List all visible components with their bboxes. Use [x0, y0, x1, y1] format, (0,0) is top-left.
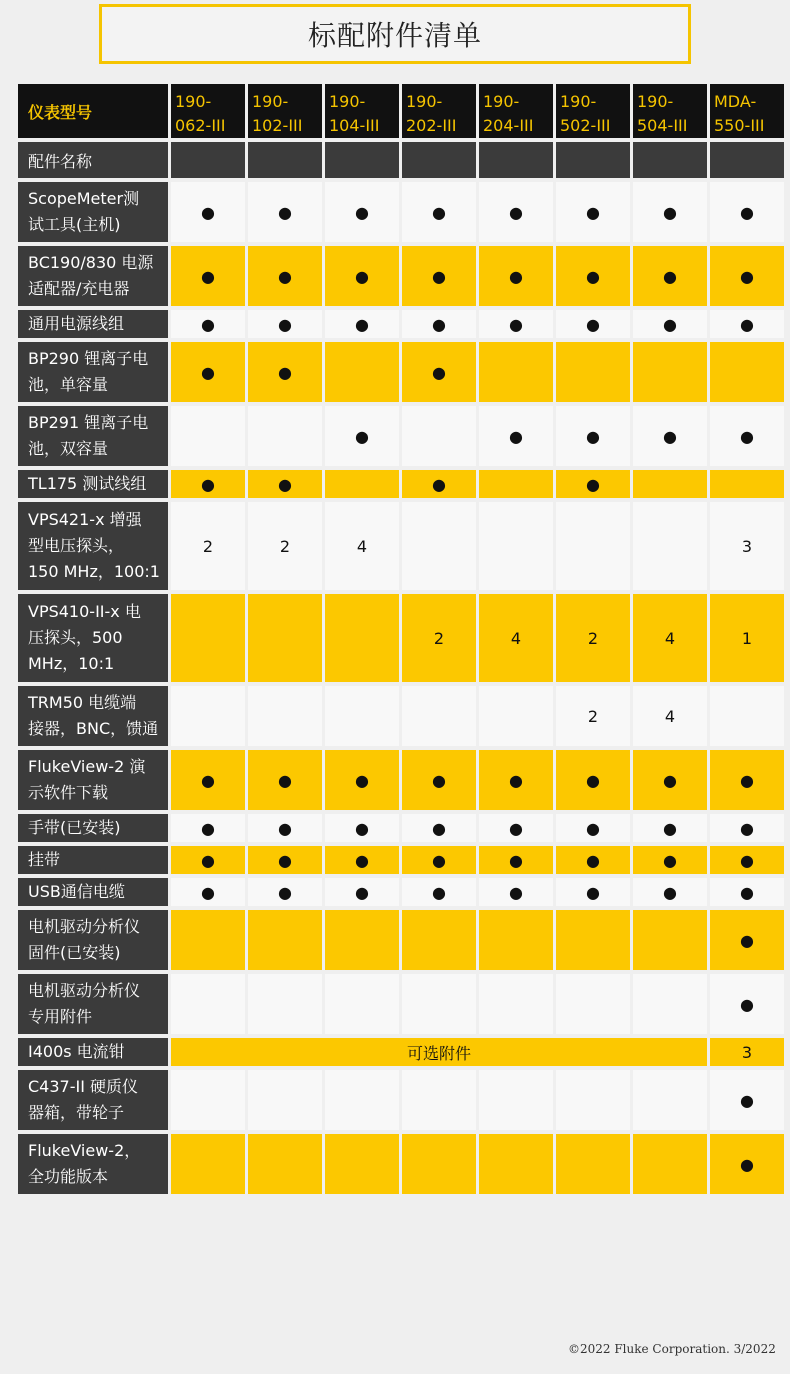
table-cell — [402, 910, 476, 970]
accessory-label — [18, 846, 168, 874]
table-cell — [248, 1134, 322, 1194]
table-row — [18, 182, 784, 242]
table-cell — [248, 1070, 322, 1130]
accessory-label-line: ScopeMeter测 — [28, 189, 140, 208]
accessory-label-line: MHz，10:1 — [28, 654, 115, 673]
table-cell — [633, 342, 707, 402]
model-header — [402, 84, 476, 138]
table-cell: 2 — [171, 502, 245, 590]
accessory-label — [18, 246, 168, 306]
table-row — [18, 910, 784, 970]
accessory-label — [18, 910, 168, 970]
model-header — [479, 84, 553, 138]
table-cell — [402, 502, 476, 590]
table-cell: ● — [633, 846, 707, 874]
accessory-label-line: I400s 电流钳 — [28, 1042, 125, 1061]
table-cell: ● — [556, 814, 630, 842]
table-row — [18, 750, 784, 810]
table-cell — [325, 470, 399, 498]
model-name-line: 190- — [637, 92, 674, 111]
subheader-empty-cell — [248, 142, 322, 178]
table-cell: ● — [325, 814, 399, 842]
table-cell: ● — [325, 246, 399, 306]
model-name-line: 190- — [560, 92, 597, 111]
table-cell: ● — [710, 974, 784, 1034]
table-cell: ● — [325, 182, 399, 242]
table-cell — [556, 1070, 630, 1130]
table-cell — [633, 502, 707, 590]
table-cell: 3 — [710, 1038, 784, 1066]
table-cell: 4 — [325, 502, 399, 590]
table-cell: ● — [171, 846, 245, 874]
header-row — [18, 84, 784, 138]
accessory-label — [18, 814, 168, 842]
table-cell: ● — [325, 406, 399, 466]
table-cell: ● — [710, 878, 784, 906]
table-cell: 4 — [633, 686, 707, 746]
table-cell: ● — [633, 878, 707, 906]
subheader-empty-cell — [633, 142, 707, 178]
accessory-label-line: 器箱，带轮子 — [28, 1103, 125, 1122]
table-cell: ● — [710, 814, 784, 842]
accessory-label — [18, 182, 168, 242]
table-row — [18, 1134, 784, 1194]
accessory-label — [18, 1134, 168, 1194]
table-cell — [402, 686, 476, 746]
subheader-empty-cell — [171, 142, 245, 178]
table-cell — [710, 686, 784, 746]
accessory-label-line: 全功能版本 — [28, 1167, 109, 1186]
model-header — [556, 84, 630, 138]
table-cell — [633, 974, 707, 1034]
accessory-label — [18, 750, 168, 810]
header-row-label: 仪表型号 — [18, 84, 168, 138]
table-cell: ● — [556, 246, 630, 306]
accessory-label-line: 专用附件 — [28, 1007, 93, 1026]
table-cell: 2 — [248, 502, 322, 590]
accessory-name-header: 配件名称 — [18, 142, 168, 178]
accessory-label-line: FlukeView-2 演 — [28, 757, 146, 776]
accessory-label-line: TL175 测试线组 — [28, 474, 147, 493]
table-cell — [171, 1134, 245, 1194]
table-cell — [556, 342, 630, 402]
table-row — [18, 974, 784, 1034]
accessory-label — [18, 342, 168, 402]
table-cell — [633, 1070, 707, 1130]
model-name-line: 204-III — [483, 116, 534, 135]
accessory-label-line: BP290 锂离子电 — [28, 349, 149, 368]
model-header — [325, 84, 399, 138]
table-cell: ● — [710, 1070, 784, 1130]
accessory-label — [18, 502, 168, 590]
table-cell — [325, 910, 399, 970]
table-cell: ● — [171, 470, 245, 498]
table-cell: ● — [710, 910, 784, 970]
table-cell: ● — [710, 1134, 784, 1194]
table-cell: ● — [479, 814, 553, 842]
subheader-empty-cell — [402, 142, 476, 178]
table-cell: ● — [248, 182, 322, 242]
table-cell: ● — [556, 310, 630, 338]
table-cell: ● — [171, 246, 245, 306]
table-cell — [325, 1070, 399, 1130]
table-cell — [325, 686, 399, 746]
table-cell — [325, 1134, 399, 1194]
model-header — [171, 84, 245, 138]
table-cell — [171, 406, 245, 466]
accessory-label — [18, 594, 168, 682]
table-cell — [171, 1070, 245, 1130]
table-cell: 2 — [556, 686, 630, 746]
subheader-empty-cell — [479, 142, 553, 178]
accessory-label — [18, 1070, 168, 1130]
model-name-line: 062-III — [175, 116, 226, 135]
table-cell: ● — [325, 750, 399, 810]
table-cell: ● — [171, 750, 245, 810]
accessory-label-line: TRM50 电缆端 — [28, 693, 137, 712]
table-cell: ● — [325, 846, 399, 874]
subheader-empty-cell — [556, 142, 630, 178]
model-name-line: 190- — [252, 92, 289, 111]
table-cell — [710, 470, 784, 498]
table-cell — [710, 342, 784, 402]
table-cell — [633, 470, 707, 498]
table-cell — [479, 342, 553, 402]
accessory-label-line: 池，双容量 — [28, 439, 109, 458]
table-cell — [479, 974, 553, 1034]
table-cell: 4 — [479, 594, 553, 682]
table-cell — [248, 686, 322, 746]
table-cell — [556, 502, 630, 590]
table-cell — [325, 342, 399, 402]
model-name-line: 102-III — [252, 116, 303, 135]
table-cell: ● — [325, 878, 399, 906]
accessory-label — [18, 1038, 168, 1066]
accessory-label — [18, 406, 168, 466]
table-cell: ● — [402, 846, 476, 874]
accessory-label — [18, 878, 168, 906]
table-cell: ● — [248, 846, 322, 874]
accessory-label-line: 150 MHz，100:1 — [28, 562, 160, 581]
table-cell — [325, 594, 399, 682]
table-cell: ● — [710, 246, 784, 306]
table-cell — [479, 686, 553, 746]
table-cell: 3 — [710, 502, 784, 590]
table-cell: ● — [402, 878, 476, 906]
table-cell: ● — [710, 310, 784, 338]
table-cell: ● — [633, 406, 707, 466]
table-row — [18, 814, 784, 842]
accessory-label-line: 池，单容量 — [28, 375, 109, 394]
table-cell: 2 — [402, 594, 476, 682]
table-cell: ● — [402, 750, 476, 810]
table-cell: ● — [479, 406, 553, 466]
table-cell: ● — [710, 406, 784, 466]
table-cell: ● — [479, 750, 553, 810]
table-cell: ● — [633, 182, 707, 242]
table-cell: ● — [479, 878, 553, 906]
table-row — [18, 1038, 784, 1066]
table-cell: ● — [556, 878, 630, 906]
table-row — [18, 686, 784, 746]
accessory-label-line: 挂带 — [28, 850, 61, 869]
table-cell: ● — [248, 814, 322, 842]
table-cell — [479, 1070, 553, 1130]
subheader-empty-cell — [710, 142, 784, 178]
table-cell: ● — [248, 750, 322, 810]
table-cell — [402, 1070, 476, 1130]
table-cell: ● — [171, 310, 245, 338]
subheader-empty-cell — [325, 142, 399, 178]
accessory-label — [18, 686, 168, 746]
table-cell — [479, 502, 553, 590]
table-cell: ● — [479, 246, 553, 306]
accessory-label-line: BP291 锂离子电 — [28, 413, 149, 432]
table-row — [18, 846, 784, 874]
table-cell: ● — [402, 342, 476, 402]
table-cell — [479, 470, 553, 498]
table-cell — [633, 910, 707, 970]
table-cell: ● — [633, 310, 707, 338]
table-row — [18, 1070, 784, 1130]
table-cell — [556, 910, 630, 970]
table-cell: ● — [479, 846, 553, 874]
table-cell — [633, 1134, 707, 1194]
accessory-label — [18, 470, 168, 498]
table-cell — [556, 1134, 630, 1194]
model-name-line: 190- — [329, 92, 366, 111]
table-cell: 4 — [633, 594, 707, 682]
table-cell: ● — [248, 310, 322, 338]
accessory-label-line: 型电压探头， — [28, 536, 125, 555]
table-cell: ● — [633, 750, 707, 810]
accessory-label-line: FlukeView-2， — [28, 1141, 141, 1160]
table-cell — [248, 974, 322, 1034]
table-cell — [171, 974, 245, 1034]
accessory-label-line: 固件(已安装) — [28, 943, 121, 962]
model-name-line: 104-III — [329, 116, 380, 135]
table-cell: ● — [171, 878, 245, 906]
accessory-label-line: 试工具(主机) — [28, 215, 121, 234]
accessory-label-line: 示软件下载 — [28, 783, 109, 802]
table-cell: ● — [402, 470, 476, 498]
table-cell: ● — [556, 182, 630, 242]
accessory-label-line: BC190/830 电源 — [28, 253, 154, 272]
table-cell — [479, 910, 553, 970]
table-cell — [325, 974, 399, 1034]
accessory-label-line: 手带(已安装) — [28, 818, 121, 837]
table-row — [18, 406, 784, 466]
table-cell — [171, 686, 245, 746]
table-cell — [171, 594, 245, 682]
table-cell: ● — [402, 814, 476, 842]
table-cell — [402, 974, 476, 1034]
optional-accessory-cell: 可选附件 — [171, 1038, 707, 1066]
copyright-text: ©2022 Fluke Corporation. 3/2022 — [568, 1342, 776, 1356]
accessory-label-line: VPS421-x 增强 — [28, 510, 142, 529]
table-cell: 1 — [710, 594, 784, 682]
subheader-row — [18, 142, 784, 178]
accessory-label-line: VPS410-II-x 电 — [28, 602, 141, 621]
accessory-label-line: 通用电源线组 — [28, 314, 125, 333]
table-cell: ● — [248, 470, 322, 498]
table-cell: ● — [633, 246, 707, 306]
table-cell: ● — [171, 814, 245, 842]
table-cell — [556, 974, 630, 1034]
model-name-line: 190- — [406, 92, 443, 111]
table-row — [18, 246, 784, 306]
table-cell: ● — [633, 814, 707, 842]
table-cell: ● — [556, 846, 630, 874]
table-cell: ● — [248, 246, 322, 306]
accessory-label — [18, 310, 168, 338]
table-cell: ● — [556, 470, 630, 498]
table-cell — [248, 910, 322, 970]
model-header — [248, 84, 322, 138]
accessory-label-line: 接器，BNC，馈通 — [28, 719, 159, 738]
table-cell: ● — [710, 846, 784, 874]
accessory-label-line: 电机驱动分析仪 — [28, 981, 141, 1000]
table-cell: 2 — [556, 594, 630, 682]
accessory-table — [15, 80, 787, 1198]
table-row — [18, 502, 784, 590]
model-name-line: 202-III — [406, 116, 457, 135]
table-cell: ● — [479, 310, 553, 338]
accessory-label-line: C437-II 硬质仪 — [28, 1077, 139, 1096]
table-cell — [171, 910, 245, 970]
page-title: 标配附件清单 — [99, 4, 691, 64]
model-header — [633, 84, 707, 138]
model-header — [710, 84, 784, 138]
model-name-line: 190- — [175, 92, 212, 111]
table-cell: ● — [556, 750, 630, 810]
table-cell: ● — [248, 878, 322, 906]
accessory-label-line: USB通信电缆 — [28, 882, 125, 901]
table-cell: ● — [710, 182, 784, 242]
table-cell — [479, 1134, 553, 1194]
accessory-label — [18, 974, 168, 1034]
accessory-label-line: 适配器/充电器 — [28, 279, 130, 298]
model-name-line: MDA- — [714, 92, 757, 111]
table-cell — [402, 1134, 476, 1194]
table-cell: ● — [402, 246, 476, 306]
accessory-label-line: 压探头，500 — [28, 628, 123, 647]
table-cell: ● — [248, 342, 322, 402]
table-cell: ● — [556, 406, 630, 466]
table-cell: ● — [710, 750, 784, 810]
table-cell: ● — [479, 182, 553, 242]
table-cell: ● — [171, 342, 245, 402]
table-cell — [402, 406, 476, 466]
table-row — [18, 342, 784, 402]
model-name-line: 190- — [483, 92, 520, 111]
table-row — [18, 878, 784, 906]
table-row — [18, 594, 784, 682]
table-cell: ● — [402, 310, 476, 338]
table-cell — [248, 406, 322, 466]
table-row — [18, 310, 784, 338]
table-row — [18, 470, 784, 498]
accessory-label-line: 电机驱动分析仪 — [28, 917, 141, 936]
model-name-line: 550-III — [714, 116, 765, 135]
model-name-line: 502-III — [560, 116, 611, 135]
table-cell: ● — [402, 182, 476, 242]
model-name-line: 504-III — [637, 116, 688, 135]
table-cell: ● — [325, 310, 399, 338]
table-cell: ● — [171, 182, 245, 242]
table-cell — [248, 594, 322, 682]
